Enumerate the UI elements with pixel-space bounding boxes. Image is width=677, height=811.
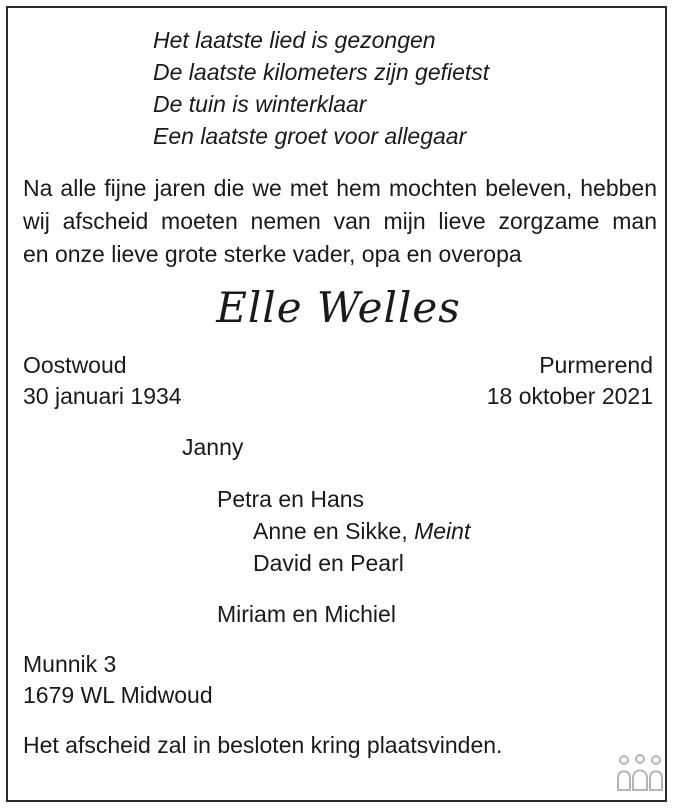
family-grandchild xyxy=(253,517,470,545)
poem-line: Een laatste groet voor allegaar xyxy=(153,123,467,149)
great-grandchild-name: Meint xyxy=(414,518,471,544)
family-child: Miriam en Michiel xyxy=(217,601,396,627)
intro-line: Na alle fijne jaren die we met hem mochten beleven, hebben xyxy=(23,175,657,201)
poem-line: Het laatste lied is gezongen xyxy=(153,27,436,53)
address-city: 1679 WL Midwoud xyxy=(23,682,213,708)
birth-date: 30 januari 1934 xyxy=(23,383,182,409)
poem xyxy=(153,24,489,152)
birth-place: Oostwoud xyxy=(23,352,127,378)
address-street: Munnik 3 xyxy=(23,651,117,677)
family-child: Petra en Hans xyxy=(217,486,365,512)
poem-line: De laatste kilometers zijn gefietst xyxy=(153,59,490,85)
intro-line: wij afscheid moeten nemen van mijn lieve zorgzame man xyxy=(23,208,657,234)
intro-line: en onze lieve grote sterke vader, opa en overopa xyxy=(23,241,522,267)
family-grandchild: David en Pearl xyxy=(253,550,404,576)
poem-line: De tuin is winterklaar xyxy=(153,91,367,117)
family-spouse: Janny xyxy=(182,434,244,460)
death-date: 18 oktober 2021 xyxy=(486,383,653,409)
grandchild-names: Anne en Sikke, xyxy=(253,518,415,544)
death-place: Purmerend xyxy=(539,352,653,378)
intro-text xyxy=(23,172,657,271)
people-group-icon xyxy=(616,754,664,794)
deceased-name: Elle Welles xyxy=(216,283,461,332)
closing-text: Het afscheid zal in besloten kring plaatsvinden. xyxy=(23,732,503,758)
